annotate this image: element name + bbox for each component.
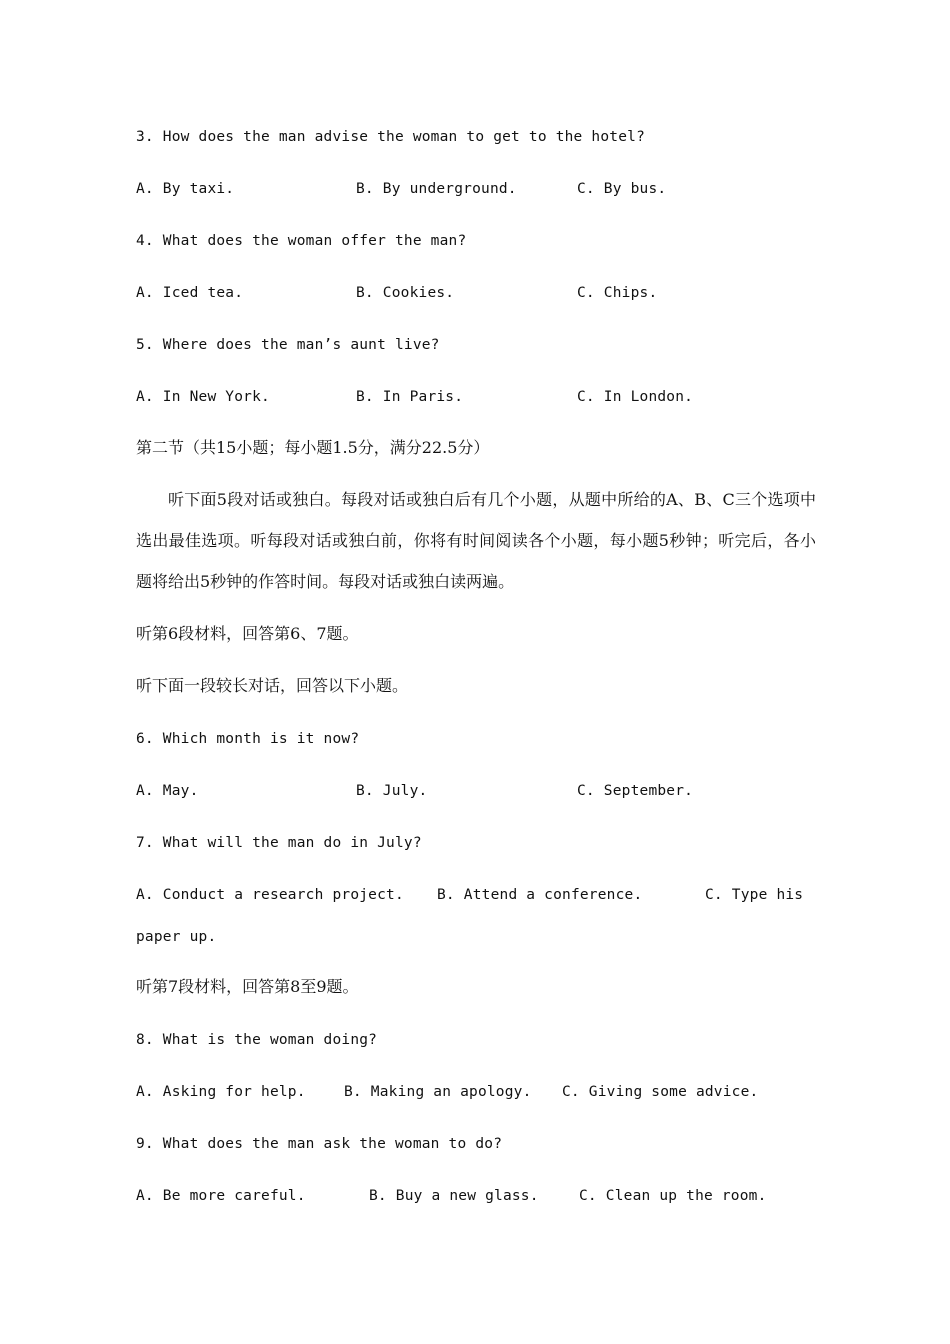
question-7: 7. What will the man do in July? [136,835,422,851]
q3-option-c: C. By bus. [577,181,667,197]
q9-option-b: B. Buy a new glass. [369,1188,539,1204]
q8-option-c: C. Giving some advice. [562,1084,759,1100]
q6-option-c: C. September. [577,783,694,799]
material-7-label: 听第7段材料，回答第8至9题。 [136,977,359,996]
question-5: 5. Where does the man’s aunt live? [136,337,440,353]
q8-option-b: B. Making an apology. [344,1084,532,1100]
q6-option-a: A. May. [136,783,199,799]
question-3: 3. How does the man advise the woman to get to the hotel? [136,129,645,145]
q9-option-c: C. Clean up the room. [579,1188,767,1204]
q7-option-c: C. Type his [705,887,804,903]
material-6-sublabel: 听下面一段较长对话，回答以下小题。 [136,676,409,695]
question-6: 6. Which month is it now? [136,731,360,747]
q3-option-b: B. By underground. [356,181,517,197]
section-2-instructions: 听下面5段对话或独白。每段对话或独白后有几个小题，从题中所给的A、B、C三个选项中选出最佳选项。听每段对话或独白前，你将有时间阅读各个小题，每小题5秒钟；听完后，各小题将给出5秒钟的作答时间。每段对话或独白读两遍。 [136,490,816,591]
q4-option-c: C. Chips. [577,285,658,301]
q7-option-b: B. Attend a conference. [437,887,643,903]
q8-option-a: A. Asking for help. [136,1084,306,1100]
q7-option-a: A. Conduct a research project. [136,887,404,903]
q4-option-b: B. Cookies. [356,285,455,301]
question-9: 9. What does the man ask the woman to do? [136,1136,503,1152]
q5-option-a: A. In New York. [136,389,270,405]
section-2-heading: 第二节（共15小题；每小题1.5分，满分22.5分） [136,438,490,457]
q9-option-a: A. Be more careful. [136,1188,306,1204]
material-6-label: 听第6段材料，回答第6、7题。 [136,624,359,643]
q6-option-b: B. July. [356,783,428,799]
question-4: 4. What does the woman offer the man? [136,233,467,249]
question-8: 8. What is the woman doing? [136,1032,378,1048]
q3-option-a: A. By taxi. [136,181,235,197]
q5-option-c: C. In London. [577,389,694,405]
q5-option-b: B. In Paris. [356,389,464,405]
q4-option-a: A. Iced tea. [136,285,244,301]
q7-option-c-continued: paper up. [136,929,217,945]
